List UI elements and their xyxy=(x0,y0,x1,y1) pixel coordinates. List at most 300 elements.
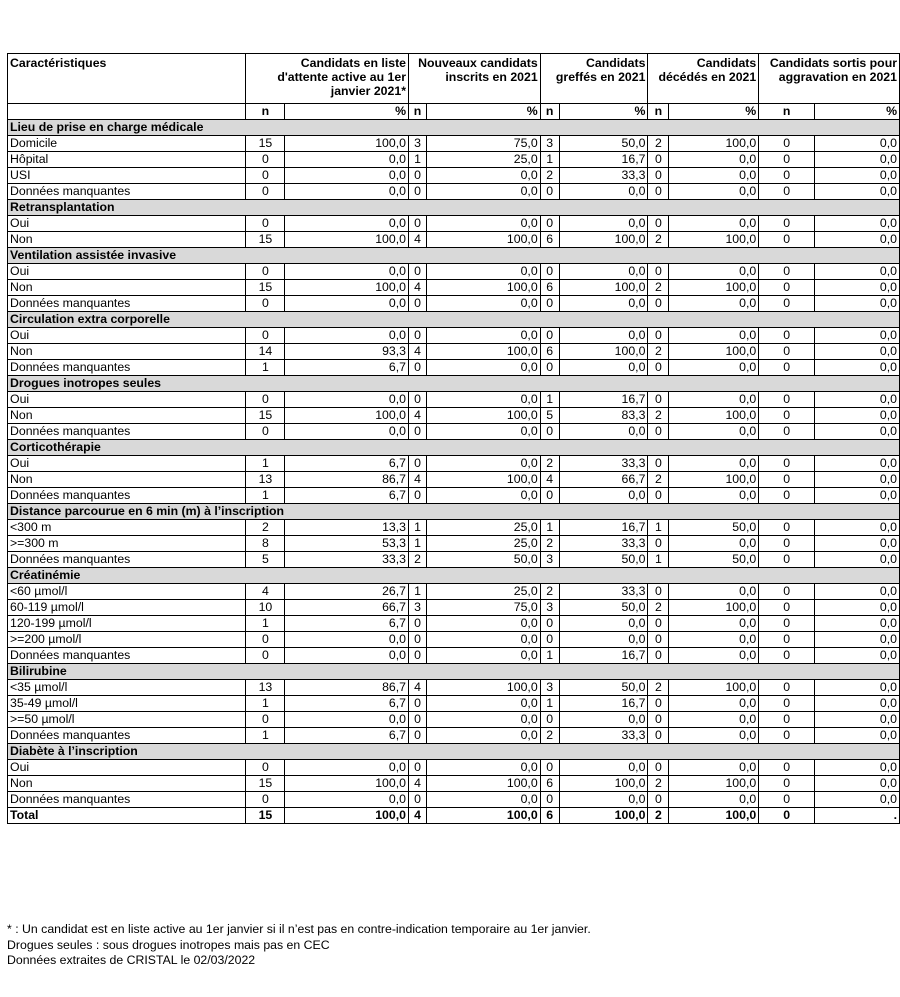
table-row xyxy=(8,408,900,424)
cell-pct: 0,0 xyxy=(426,760,540,776)
table-row xyxy=(8,328,900,344)
header-n: n xyxy=(246,104,285,120)
table-row xyxy=(8,184,900,200)
cell-pct: 0,0 xyxy=(669,584,759,600)
cell-pct: 0,0 xyxy=(669,184,759,200)
table-row xyxy=(8,264,900,280)
cell-n: 2 xyxy=(648,280,669,296)
cell-n: 0 xyxy=(540,632,559,648)
section-title: Retransplantation xyxy=(8,200,900,216)
cell-n: 0 xyxy=(246,712,285,728)
cell-pct: 33,3 xyxy=(559,456,648,472)
row-label: Données manquantes xyxy=(8,360,246,376)
table-row xyxy=(8,392,900,408)
cell-pct: 0,0 xyxy=(559,328,648,344)
cell-pct: 93,3 xyxy=(285,344,409,360)
cell-pct: 0,0 xyxy=(426,296,540,312)
cell-n: 2 xyxy=(246,520,285,536)
row-label: Non xyxy=(8,408,246,424)
cell-pct: 0,0 xyxy=(815,216,900,232)
cell-pct: 50,0 xyxy=(559,136,648,152)
cell-n: 0 xyxy=(648,424,669,440)
cell-pct: 100,0 xyxy=(426,776,540,792)
cell-n: 0 xyxy=(246,168,285,184)
cell-pct: 0,0 xyxy=(426,728,540,744)
cell-pct: 100,0 xyxy=(426,680,540,696)
cell-pct: 0,0 xyxy=(815,232,900,248)
section-row xyxy=(8,200,900,216)
cell-pct: 0,0 xyxy=(815,280,900,296)
cell-n: 0 xyxy=(409,424,427,440)
cell-n: 0 xyxy=(759,728,815,744)
cell-n: 15 xyxy=(246,280,285,296)
cell-pct: 0,0 xyxy=(285,632,409,648)
cell-n: 1 xyxy=(246,616,285,632)
cell-n: 0 xyxy=(409,392,427,408)
cell-pct: 100,0 xyxy=(426,408,540,424)
table-row xyxy=(8,152,900,168)
cell-n: 1 xyxy=(246,360,285,376)
cell-n: 0 xyxy=(759,344,815,360)
cell-n: 0 xyxy=(246,264,285,280)
cell-n: 0 xyxy=(759,168,815,184)
cell-pct: 50,0 xyxy=(426,552,540,568)
row-label: Données manquantes xyxy=(8,552,246,568)
cell-pct: 6,7 xyxy=(285,616,409,632)
cell-n: 2 xyxy=(648,600,669,616)
cell-pct: 83,3 xyxy=(559,408,648,424)
cell-pct: 0,0 xyxy=(815,616,900,632)
table-row xyxy=(8,536,900,552)
cell-pct: 100,0 xyxy=(285,776,409,792)
section-title: Bilirubine xyxy=(8,664,900,680)
cell-n: 0 xyxy=(648,488,669,504)
cell-n: 0 xyxy=(648,184,669,200)
cell-pct: 0,0 xyxy=(426,184,540,200)
cell-pct: 0,0 xyxy=(426,632,540,648)
cell-n: 0 xyxy=(648,456,669,472)
cell-n: 0 xyxy=(759,184,815,200)
cell-n: 0 xyxy=(540,184,559,200)
footnotes xyxy=(7,922,591,969)
cell-n: 4 xyxy=(409,808,427,824)
cell-n: 0 xyxy=(759,488,815,504)
cell-pct: 0,0 xyxy=(285,424,409,440)
row-label: Non xyxy=(8,776,246,792)
cell-n: 0 xyxy=(759,216,815,232)
cell-pct: 0,0 xyxy=(815,792,900,808)
cell-n: 0 xyxy=(540,264,559,280)
cell-pct: 0,0 xyxy=(426,488,540,504)
cell-pct: 0,0 xyxy=(815,328,900,344)
table-row xyxy=(8,616,900,632)
cell-pct: 0,0 xyxy=(815,776,900,792)
cell-pct: . xyxy=(815,808,900,824)
cell-pct: 0,0 xyxy=(669,696,759,712)
cell-pct: 6,7 xyxy=(285,696,409,712)
cell-n: 13 xyxy=(246,472,285,488)
header-sortis-aggravation: Candidats sortis pour aggravation en 2021 xyxy=(759,54,900,104)
cell-n: 4 xyxy=(409,680,427,696)
cell-n: 0 xyxy=(246,648,285,664)
header-n: n xyxy=(540,104,559,120)
cell-pct: 100,0 xyxy=(285,808,409,824)
cell-pct: 0,0 xyxy=(669,488,759,504)
cell-n: 0 xyxy=(759,264,815,280)
cell-n: 0 xyxy=(648,760,669,776)
cell-n: 0 xyxy=(759,424,815,440)
cell-pct: 0,0 xyxy=(815,360,900,376)
cell-pct: 0,0 xyxy=(285,712,409,728)
cell-n: 0 xyxy=(648,616,669,632)
cell-pct: 0,0 xyxy=(426,456,540,472)
cell-pct: 100,0 xyxy=(669,280,759,296)
cell-n: 0 xyxy=(759,408,815,424)
cell-pct: 100,0 xyxy=(559,232,648,248)
cell-pct: 25,0 xyxy=(426,584,540,600)
cell-n: 5 xyxy=(246,552,285,568)
table-row xyxy=(8,584,900,600)
cell-n: 3 xyxy=(540,136,559,152)
cell-n: 0 xyxy=(409,648,427,664)
cell-pct: 0,0 xyxy=(285,152,409,168)
section-title: Lieu de prise en charge médicale xyxy=(8,120,900,136)
section-row xyxy=(8,248,900,264)
cell-n: 0 xyxy=(648,712,669,728)
cell-n: 0 xyxy=(648,264,669,280)
cell-n: 15 xyxy=(246,136,285,152)
row-label: Oui xyxy=(8,760,246,776)
table-row xyxy=(8,776,900,792)
cell-n: 0 xyxy=(409,712,427,728)
cell-n: 1 xyxy=(540,648,559,664)
row-label: 35-49 µmol/l xyxy=(8,696,246,712)
footnote-active-list: * : Un candidat est en liste active au 1er janvier si il n’est pas en contre-indication temporaire au 1er janvier. xyxy=(7,922,591,936)
cell-pct: 0,0 xyxy=(815,168,900,184)
cell-n: 2 xyxy=(540,728,559,744)
cell-pct: 16,7 xyxy=(559,648,648,664)
cell-pct: 0,0 xyxy=(559,264,648,280)
cell-n: 4 xyxy=(409,472,427,488)
section-row xyxy=(8,664,900,680)
cell-n: 0 xyxy=(759,296,815,312)
cell-pct: 0,0 xyxy=(815,424,900,440)
cell-n: 0 xyxy=(759,760,815,776)
cell-pct: 0,0 xyxy=(669,792,759,808)
cell-pct: 0,0 xyxy=(559,216,648,232)
cell-n: 0 xyxy=(246,632,285,648)
cell-pct: 100,0 xyxy=(669,680,759,696)
cell-pct: 100,0 xyxy=(669,344,759,360)
section-row xyxy=(8,568,900,584)
cell-n: 0 xyxy=(759,520,815,536)
header-pct: % xyxy=(815,104,900,120)
header-n: n xyxy=(409,104,427,120)
row-label: <60 µmol/l xyxy=(8,584,246,600)
cell-n: 0 xyxy=(648,536,669,552)
header-pct: % xyxy=(559,104,648,120)
cell-n: 0 xyxy=(409,488,427,504)
cell-pct: 0,0 xyxy=(426,168,540,184)
cell-pct: 0,0 xyxy=(559,424,648,440)
cell-pct: 100,0 xyxy=(426,344,540,360)
cell-n: 0 xyxy=(759,712,815,728)
cell-n: 2 xyxy=(409,552,427,568)
cell-n: 2 xyxy=(648,776,669,792)
cell-n: 0 xyxy=(409,792,427,808)
cell-n: 4 xyxy=(409,344,427,360)
cell-pct: 0,0 xyxy=(285,328,409,344)
cell-pct: 0,0 xyxy=(426,792,540,808)
header-n: n xyxy=(648,104,669,120)
section-row xyxy=(8,504,900,520)
cell-pct: 0,0 xyxy=(815,184,900,200)
cell-pct: 0,0 xyxy=(815,648,900,664)
cell-n: 0 xyxy=(648,584,669,600)
cell-pct: 100,0 xyxy=(285,232,409,248)
cell-n: 0 xyxy=(246,216,285,232)
table-row xyxy=(8,600,900,616)
cell-pct: 26,7 xyxy=(285,584,409,600)
cell-n: 0 xyxy=(759,392,815,408)
cell-pct: 0,0 xyxy=(426,216,540,232)
cell-n: 0 xyxy=(246,760,285,776)
cell-pct: 100,0 xyxy=(669,472,759,488)
cell-pct: 0,0 xyxy=(815,408,900,424)
cell-pct: 0,0 xyxy=(426,360,540,376)
row-label: Données manquantes xyxy=(8,488,246,504)
cell-pct: 0,0 xyxy=(559,184,648,200)
table-row xyxy=(8,696,900,712)
cell-n: 0 xyxy=(540,488,559,504)
table-row xyxy=(8,552,900,568)
cell-pct: 0,0 xyxy=(285,792,409,808)
cell-pct: 25,0 xyxy=(426,536,540,552)
cell-n: 4 xyxy=(246,584,285,600)
row-label: >=200 µmol/l xyxy=(8,632,246,648)
cell-pct: 0,0 xyxy=(669,536,759,552)
cell-pct: 0,0 xyxy=(669,296,759,312)
cell-n: 1 xyxy=(409,520,427,536)
cell-pct: 0,0 xyxy=(815,136,900,152)
cell-pct: 0,0 xyxy=(285,648,409,664)
table-row xyxy=(8,296,900,312)
cell-n: 0 xyxy=(246,152,285,168)
cell-n: 0 xyxy=(540,296,559,312)
cell-pct: 100,0 xyxy=(285,408,409,424)
cell-pct: 0,0 xyxy=(285,760,409,776)
cell-n: 0 xyxy=(246,296,285,312)
cell-pct: 0,0 xyxy=(815,392,900,408)
cell-pct: 6,7 xyxy=(285,360,409,376)
row-label: Non xyxy=(8,232,246,248)
section-title: Corticothérapie xyxy=(8,440,900,456)
cell-pct: 0,0 xyxy=(559,712,648,728)
header-caracteristiques: Caractéristiques xyxy=(8,54,246,104)
cell-pct: 0,0 xyxy=(426,648,540,664)
cell-pct: 0,0 xyxy=(815,456,900,472)
row-label: <300 m xyxy=(8,520,246,536)
cell-n: 6 xyxy=(540,232,559,248)
cell-n: 6 xyxy=(540,344,559,360)
section-title: Créatinémie xyxy=(8,568,900,584)
cell-n: 0 xyxy=(246,392,285,408)
cell-pct: 50,0 xyxy=(559,600,648,616)
cell-pct: 100,0 xyxy=(426,472,540,488)
cell-pct: 0,0 xyxy=(815,488,900,504)
cell-pct: 0,0 xyxy=(815,632,900,648)
cell-n: 0 xyxy=(540,328,559,344)
cell-n: 14 xyxy=(246,344,285,360)
cell-pct: 0,0 xyxy=(285,168,409,184)
cell-n: 0 xyxy=(540,216,559,232)
row-label: Données manquantes xyxy=(8,424,246,440)
cell-pct: 0,0 xyxy=(815,552,900,568)
row-label: Données manquantes xyxy=(8,728,246,744)
cell-n: 0 xyxy=(409,264,427,280)
cell-n: 0 xyxy=(648,296,669,312)
cell-n: 0 xyxy=(648,696,669,712)
cell-pct: 33,3 xyxy=(559,536,648,552)
cell-n: 0 xyxy=(409,168,427,184)
cell-n: 6 xyxy=(540,776,559,792)
total-row xyxy=(8,808,900,824)
row-label: USI xyxy=(8,168,246,184)
cell-pct: 0,0 xyxy=(559,632,648,648)
cell-pct: 0,0 xyxy=(285,216,409,232)
header-pct: % xyxy=(426,104,540,120)
table-row xyxy=(8,712,900,728)
cell-n: 2 xyxy=(648,344,669,360)
row-label: Oui xyxy=(8,392,246,408)
cell-pct: 100,0 xyxy=(669,136,759,152)
cell-pct: 0,0 xyxy=(669,328,759,344)
row-label: Total xyxy=(8,808,246,824)
cell-n: 0 xyxy=(246,792,285,808)
cell-n: 0 xyxy=(648,632,669,648)
cell-pct: 50,0 xyxy=(669,520,759,536)
cell-n: 1 xyxy=(246,728,285,744)
cell-pct: 0,0 xyxy=(559,616,648,632)
section-title: Circulation extra corporelle xyxy=(8,312,900,328)
cell-n: 1 xyxy=(648,552,669,568)
row-label: Non xyxy=(8,344,246,360)
cell-n: 2 xyxy=(648,808,669,824)
cell-n: 1 xyxy=(540,392,559,408)
cell-pct: 66,7 xyxy=(285,600,409,616)
cell-pct: 16,7 xyxy=(559,152,648,168)
cell-n: 0 xyxy=(409,360,427,376)
cell-n: 0 xyxy=(540,616,559,632)
cell-pct: 13,3 xyxy=(285,520,409,536)
cell-pct: 0,0 xyxy=(426,696,540,712)
cell-n: 2 xyxy=(540,536,559,552)
cell-pct: 0,0 xyxy=(815,696,900,712)
table-row xyxy=(8,168,900,184)
row-label: Données manquantes xyxy=(8,296,246,312)
cell-pct: 50,0 xyxy=(559,680,648,696)
row-label: Oui xyxy=(8,264,246,280)
header-n: n xyxy=(759,104,815,120)
row-label: Hôpital xyxy=(8,152,246,168)
cell-n: 0 xyxy=(648,648,669,664)
cell-pct: 0,0 xyxy=(815,344,900,360)
cell-n: 8 xyxy=(246,536,285,552)
cell-pct: 0,0 xyxy=(669,360,759,376)
cell-n: 0 xyxy=(759,328,815,344)
cell-n: 0 xyxy=(648,216,669,232)
table-row xyxy=(8,344,900,360)
header-greffes: Candidats greffés en 2021 xyxy=(540,54,648,104)
cell-pct: 0,0 xyxy=(669,264,759,280)
cell-n: 1 xyxy=(409,584,427,600)
cell-n: 0 xyxy=(409,328,427,344)
row-label: <35 µmol/l xyxy=(8,680,246,696)
cell-pct: 0,0 xyxy=(669,168,759,184)
cell-pct: 0,0 xyxy=(559,360,648,376)
cell-n: 0 xyxy=(759,536,815,552)
cell-n: 0 xyxy=(759,616,815,632)
cell-n: 0 xyxy=(759,584,815,600)
cell-pct: 100,0 xyxy=(426,232,540,248)
cell-pct: 100,0 xyxy=(669,600,759,616)
row-label: Données manquantes xyxy=(8,184,246,200)
cell-n: 15 xyxy=(246,776,285,792)
footnote-data-source: Données extraites de CRISTAL le 02/03/2022 xyxy=(7,953,256,967)
cell-n: 0 xyxy=(409,728,427,744)
cell-n: 3 xyxy=(540,600,559,616)
section-title: Diabète à l’inscription xyxy=(8,744,900,760)
table-row xyxy=(8,520,900,536)
section-title: Ventilation assistée invasive xyxy=(8,248,900,264)
cell-n: 0 xyxy=(759,776,815,792)
cell-n: 3 xyxy=(409,600,427,616)
section-title: Drogues inotropes seules xyxy=(8,376,900,392)
cell-n: 0 xyxy=(540,760,559,776)
table-row xyxy=(8,360,900,376)
cell-pct: 100,0 xyxy=(559,344,648,360)
header-pct: % xyxy=(669,104,759,120)
cell-pct: 0,0 xyxy=(669,728,759,744)
cell-n: 0 xyxy=(409,696,427,712)
cell-n: 4 xyxy=(409,232,427,248)
row-label: 60-119 µmol/l xyxy=(8,600,246,616)
cell-pct: 0,0 xyxy=(815,680,900,696)
row-label: Domicile xyxy=(8,136,246,152)
cell-pct: 0,0 xyxy=(669,616,759,632)
cell-pct: 0,0 xyxy=(815,712,900,728)
row-label: >=50 µmol/l xyxy=(8,712,246,728)
cell-n: 0 xyxy=(648,392,669,408)
cell-pct: 0,0 xyxy=(815,264,900,280)
cell-n: 5 xyxy=(540,408,559,424)
cell-pct: 0,0 xyxy=(285,296,409,312)
characteristics-table xyxy=(7,53,900,824)
cell-n: 0 xyxy=(409,760,427,776)
cell-pct: 0,0 xyxy=(426,712,540,728)
section-row xyxy=(8,120,900,136)
cell-pct: 0,0 xyxy=(815,296,900,312)
table-row xyxy=(8,216,900,232)
cell-pct: 75,0 xyxy=(426,600,540,616)
cell-n: 3 xyxy=(409,136,427,152)
table-row xyxy=(8,488,900,504)
cell-n: 0 xyxy=(759,456,815,472)
cell-n: 0 xyxy=(648,168,669,184)
cell-pct: 0,0 xyxy=(426,328,540,344)
section-row xyxy=(8,376,900,392)
cell-pct: 6,7 xyxy=(285,488,409,504)
